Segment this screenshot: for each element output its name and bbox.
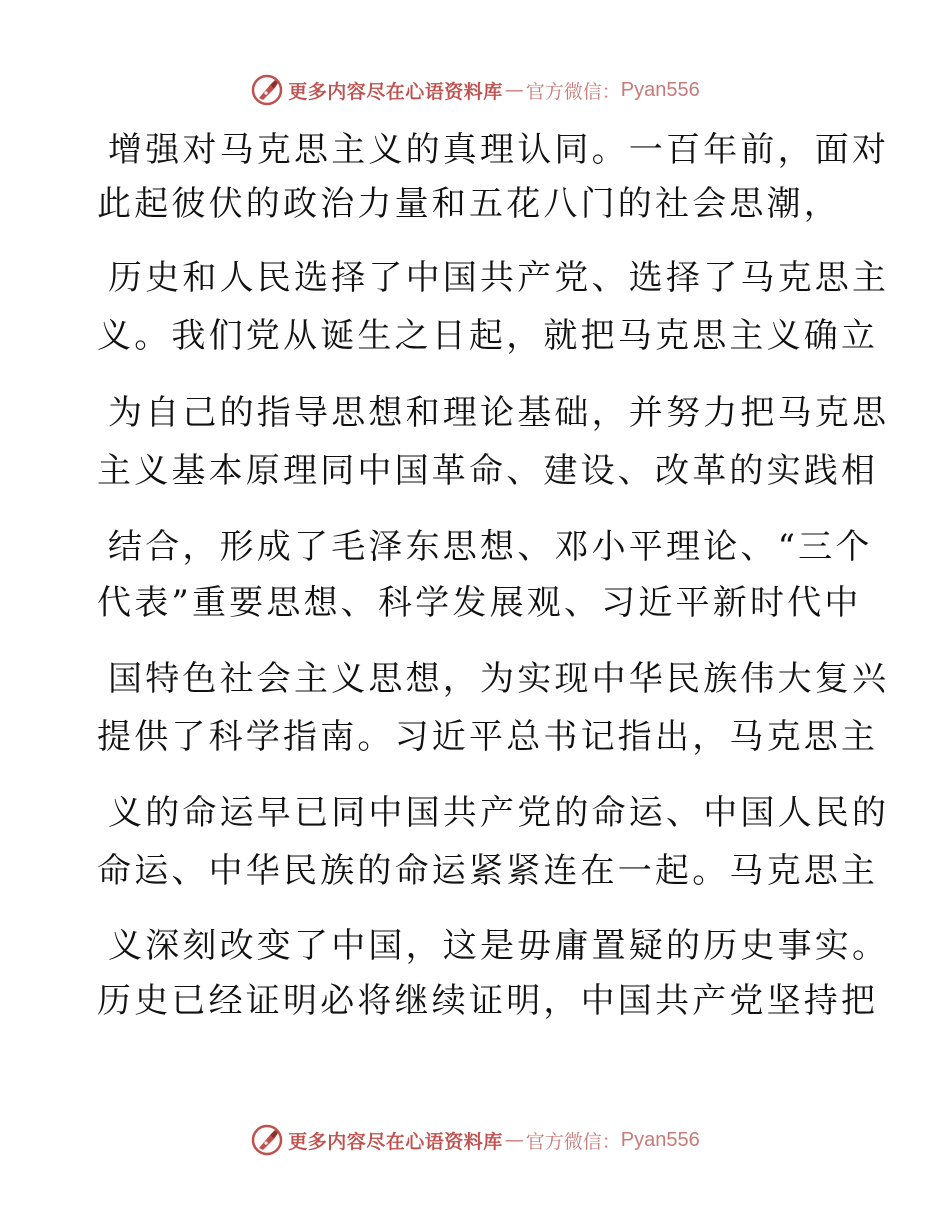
body-line: 国特色社会主义思想，为实现中华民族伟大复兴: [108, 659, 890, 699]
body-line: 义的命运早已同中国共产党的命运、中国人民的: [108, 793, 890, 833]
body-line: 命运、中华民族的命运紧紧连在一起。马克思主: [97, 851, 879, 891]
banner-slogan: 更多内容尽在心语资料库: [288, 1130, 503, 1153]
body-line: 代表”重要思想、科学发展观、习近平新时代中: [97, 583, 862, 623]
banner-separator: —: [504, 1129, 524, 1151]
body-line: 为自己的指导思想和理论基础，并努力把马克思: [108, 393, 890, 433]
banner-wechat-label: 官方微信：: [525, 1130, 621, 1153]
body-line: 历史和人民选择了中国共产党、选择了马克思主: [108, 258, 890, 298]
body-line: 此起彼伏的政治力量和五花八门的社会思潮，: [97, 184, 841, 224]
pen-nib-logo-icon: [250, 1123, 284, 1157]
body-line: 历史已经证明必将继续证明，中国共产党坚持把: [97, 981, 879, 1021]
banner-wechat-id: Pyan556: [620, 78, 700, 101]
banner-wechat-label: 官方微信：: [525, 80, 621, 103]
body-line: 结合，形成了毛泽东思想、邓小平理论、“三个: [108, 527, 873, 567]
body-line: 增强对马克思主义的真理认同。一百年前，面对: [108, 130, 890, 170]
body-line: 提供了科学指南。习近平总书记指出，马克思主: [97, 717, 879, 757]
banner-separator: —: [504, 79, 524, 101]
header-banner: [0, 70, 950, 110]
body-line: 主义基本原理同中国革命、建设、改革的实践相: [97, 451, 879, 491]
banner-wechat-id: Pyan556: [620, 1128, 700, 1151]
banner-slogan: 更多内容尽在心语资料库: [288, 80, 503, 103]
body-line: 义深刻改变了中国，这是毋庸置疑的历史事实。: [108, 926, 890, 966]
footer-banner: [0, 1120, 950, 1160]
pen-nib-logo-icon: [250, 73, 284, 107]
body-line: 义。我们党从诞生之日起，就把马克思主义确立: [97, 316, 879, 356]
